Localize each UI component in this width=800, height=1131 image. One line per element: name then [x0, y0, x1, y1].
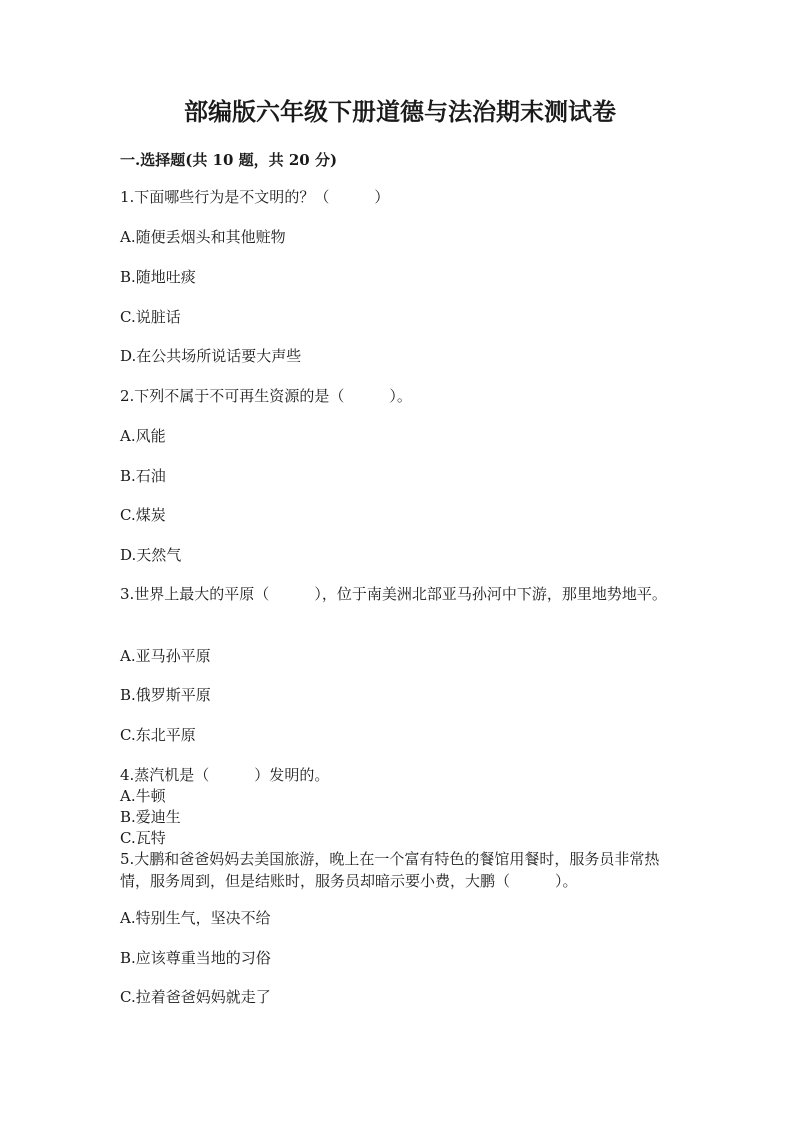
question-2-option-a: A.风能 [120, 427, 166, 445]
question-2-option-d: D.天然气 [120, 546, 182, 564]
question-4-option-b: B.爱迪生 [120, 808, 181, 826]
question-1-option-a: A.随便丢烟头和其他赃物 [120, 228, 286, 246]
question-3-option-b: B.俄罗斯平原 [120, 686, 211, 704]
question-5-option-b: B.应该尊重当地的习俗 [120, 949, 271, 967]
question-1-option-b: B.随地吐痰 [120, 268, 196, 286]
question-1-stem: 1.下面哪些行为是不文明的？（ ） [120, 188, 390, 206]
question-3-stem: 3.世界上最大的平原（ ），位于南美洲北部亚马孙河中下游，那里地势地平。 [120, 585, 667, 603]
section-heading: 一.选择题(共 10 题，共 20 分) [120, 151, 338, 169]
question-5-option-a: A.特别生气，坚决不给 [120, 909, 271, 927]
question-1-option-d: D.在公共场所说话要大声些 [120, 347, 302, 365]
question-2-option-b: B.石油 [120, 467, 166, 485]
page-title: 部编版六年级下册道德与法治期末测试卷 [184, 97, 616, 126]
question-2-option-c: C.煤炭 [120, 506, 166, 524]
question-4-stem: 4.蒸汽机是（ ）发明的。 [120, 766, 330, 784]
question-1-option-c: C.说脏话 [120, 308, 181, 326]
question-4-option-a: A.牛顿 [120, 787, 166, 805]
question-2-stem: 2.下列不属于不可再生资源的是（ ）。 [120, 387, 412, 405]
question-3-option-c: C.东北平原 [120, 726, 196, 744]
question-5-stem: 5.大鹏和爸爸妈妈去美国旅游，晚上在一个富有特色的餐馆用餐时，服务员非常热情，服务周到，但是结账时，服务员却暗示要小费，大鹏（ ）。 [120, 850, 660, 890]
question-5-option-c: C.拉着爸爸妈妈就走了 [120, 988, 271, 1006]
question-3-option-a: A.亚马孙平原 [120, 647, 211, 665]
question-4-option-c: C.瓦特 [120, 829, 166, 847]
